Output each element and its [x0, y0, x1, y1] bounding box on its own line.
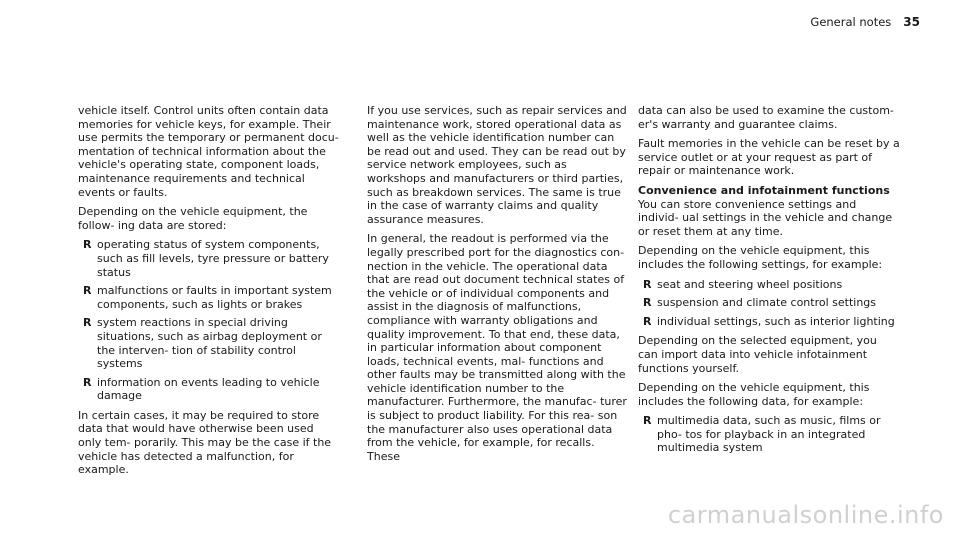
list-item: R operating status of system components, such as fill levels, tyre pressure or battery status: [83, 238, 329, 279]
list-item: R system reactions in special driving situations, such as airbag deployment or the interven- tion of stability control systems: [83, 316, 322, 371]
page-number: 35: [903, 15, 920, 29]
paragraph: Depending on the selected equipment, you can import data into vehicle infotainment functions yourself.: [638, 334, 877, 375]
paragraph: Depending on the vehicle equipment, the follow- ing data are stored:: [78, 205, 308, 232]
list-item: R malfunctions or faults in important system components, such as lights or brakes: [83, 284, 332, 311]
bullet-list: [638, 414, 900, 455]
list-item: R seat and steering wheel positions: [643, 277, 843, 291]
bullet-icon: R: [83, 375, 92, 389]
paragraph: vehicle itself. Control units often contain data memories for vehicle keys, for example. Their use permits the temporary or permanent docu- mentation of technical information about the vehicle's operating state, component loads, maintenance requirements and technical events or faults.: [78, 104, 339, 199]
bullet-icon: R: [643, 296, 652, 310]
paragraph: Depending on the vehicle equipment, this includes the following data, for example:: [638, 381, 870, 408]
bullet-list: [78, 238, 340, 403]
list-item: R suspension and climate control settings: [643, 296, 877, 310]
paragraph: If you use services, such as repair services and maintenance work, stored operational data as well as the vehicle identification number can be read out and used. They can be read out by service network employees, such as workshops and manufacturers or third parties, such as breakdown services. The same is true in the case of warranty claims and quality assurance measures.: [367, 104, 627, 226]
text-column-3: [638, 104, 900, 461]
bullet-icon: R: [643, 277, 652, 291]
watermark: carmanualsonline.info: [667, 501, 944, 529]
bullet-list: [638, 278, 900, 329]
paragraph: In certain cases, it may be required to store data that would have otherwise been used only tem- porarily. This may be the case if the vehicle has detected a malfunction, for example.: [78, 408, 332, 477]
list-item: R individual settings, such as interior lighting: [643, 314, 895, 328]
paragraph: Depending on the vehicle equipment, this includes the following settings, for example:: [638, 244, 883, 271]
paragraph: data can also be used to examine the custom- er's warranty and guarantee claims.: [638, 104, 894, 131]
paragraph: Fault memories in the vehicle can be reset by a service outlet or at your request as part of repair or maintenance work.: [638, 137, 900, 178]
bullet-icon: R: [643, 314, 652, 328]
list-item: R multimedia data, such as music, films or pho- tos for playback in an integrated multimedia system: [643, 414, 881, 455]
bullet-icon: R: [83, 316, 92, 330]
page-header: [810, 15, 920, 29]
paragraph: In general, the readout is performed via the legally prescribed port for the diagnostics con- nection in the vehicle. The operational data that are read out document technical states of the vehicle or of individual components and assist in the diagnosis of malfunctions, compliance with warranty obligations and quality improvement. To that end, these data, in particular information about component loads, technical events, mal- functions and other faults may be transmitted along with the vehicle identification number to the manufacturer. Furthermore, the manufac- turer is subject to product liability. For this rea- son the manufacturer also uses operational data from the vehicle, for example, for recalls. These: [367, 232, 627, 463]
text-column-2: [367, 104, 629, 469]
paragraph: You can store convenience settings and individ- ual settings in the vehicle and change or reset them at any time.: [638, 197, 893, 238]
bullet-icon: R: [643, 414, 652, 428]
text-column-1: [78, 104, 340, 483]
bullet-icon: R: [83, 238, 92, 252]
section-heading: Convenience and infotainment functions: [638, 183, 890, 197]
section-title: General notes: [810, 15, 892, 29]
list-item: R information on events leading to vehicle damage: [83, 375, 320, 403]
bullet-icon: R: [83, 284, 92, 298]
